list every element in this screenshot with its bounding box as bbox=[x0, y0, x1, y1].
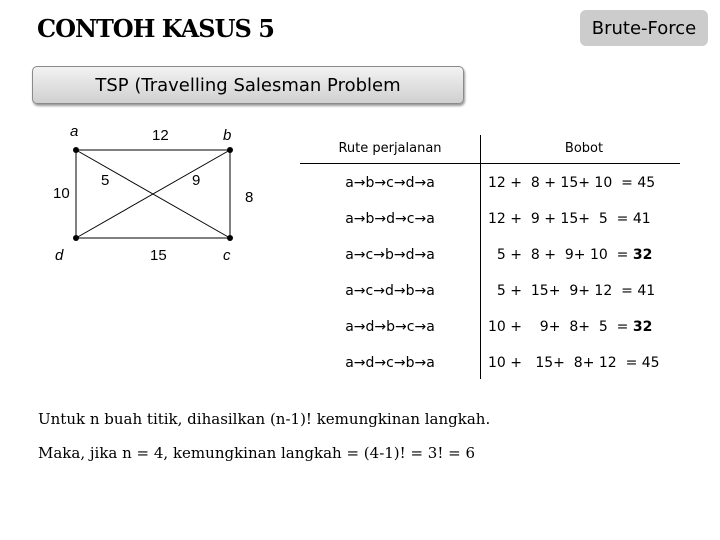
problem-banner: TSP (Travelling Salesman Problem bbox=[32, 66, 464, 104]
route-cell: a→c→d→b→a bbox=[345, 283, 435, 299]
route-cell: a→d→b→c→a bbox=[345, 319, 435, 335]
edge-weight-a-c: 5 bbox=[101, 172, 110, 189]
route-cell: a→d→c→b→a bbox=[345, 355, 435, 371]
note-line: Untuk n buah titik, dihasilkan (n-1)! kemungkinan langkah. bbox=[38, 410, 491, 428]
edge-weight-d-c: 15 bbox=[150, 247, 167, 264]
notes bbox=[38, 410, 490, 478]
edge-weight-b-c: 8 bbox=[245, 189, 254, 206]
topic-tag: Brute-Force bbox=[580, 10, 708, 46]
weight-cell: 12 + 9 + 15+ 5 = 41 bbox=[488, 211, 651, 227]
weight-cell: 5 + 8 + 9+ 10 = 32 bbox=[488, 247, 653, 263]
tsp-graph bbox=[40, 118, 270, 268]
table-row bbox=[300, 273, 680, 309]
edge-weight-a-b: 12 bbox=[152, 127, 169, 144]
node-label-b: b bbox=[223, 127, 232, 144]
edge-weight-a-d: 10 bbox=[53, 185, 70, 202]
slide-title: CONTOH KASUS 5 bbox=[37, 14, 274, 43]
table-row bbox=[300, 165, 680, 201]
route-cell: a→b→c→d→a bbox=[345, 175, 435, 191]
table-row bbox=[300, 237, 680, 273]
table-row bbox=[300, 309, 680, 345]
header-route: Rute perjalanan bbox=[338, 141, 442, 156]
node-d bbox=[73, 235, 79, 241]
weight-cell: 5 + 15+ 9+ 12 = 41 bbox=[488, 283, 656, 299]
note-line: Maka, jika n = 4, kemungkinan langkah = (4-1)! = 3! = 6 bbox=[38, 444, 476, 462]
node-label-d: d bbox=[55, 247, 64, 264]
node-a bbox=[73, 147, 79, 153]
table-row bbox=[300, 345, 680, 381]
node-c bbox=[227, 235, 233, 241]
edge-weight-b-d: 9 bbox=[192, 172, 201, 189]
route-cell: a→c→b→d→a bbox=[345, 247, 435, 263]
node-label-a: a bbox=[70, 123, 79, 140]
weight-cell: 10 + 9+ 8+ 5 = 32 bbox=[488, 319, 653, 335]
weight-cell: 10 + 15+ 8+ 12 = 45 bbox=[488, 355, 660, 371]
table-row bbox=[300, 201, 680, 237]
node-label-c: c bbox=[223, 247, 231, 264]
table-header-row bbox=[300, 135, 680, 165]
weight-cell: 12 + 8 + 15+ 10 = 45 bbox=[488, 175, 656, 191]
route-table bbox=[300, 135, 680, 381]
header-weight: Bobot bbox=[564, 141, 604, 156]
node-b bbox=[227, 147, 233, 153]
route-cell: a→b→d→c→a bbox=[345, 211, 435, 227]
